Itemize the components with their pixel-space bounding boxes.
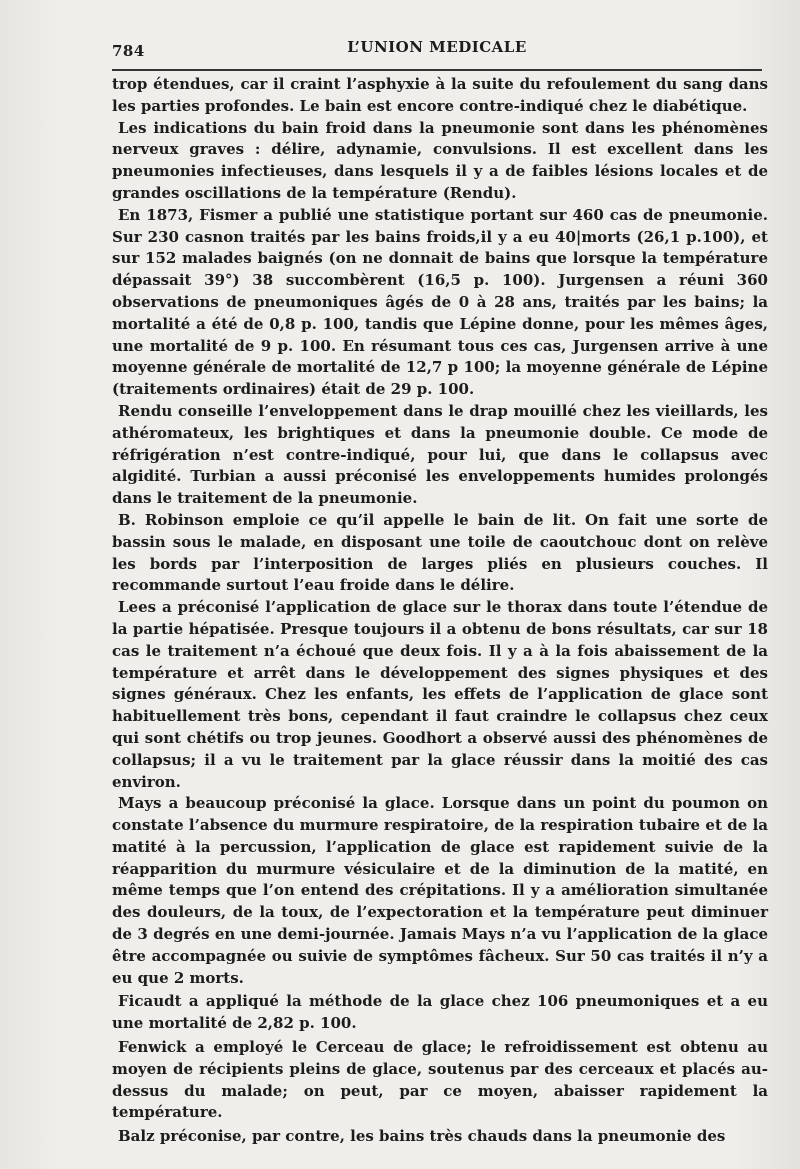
- header-rule: [112, 69, 762, 71]
- paragraph: En 1873, Fismer a publié une statistique portant sur 460 cas de pneumonie. Sur 230 casnon traités par les bains froids,il y a eu 40|morts (26,1 p.100), et sur 152 malades baignés (on ne donnait de bains que lorsque la température dépassait 39°) 38 succombèrent (16,5 p. 100). Jurgensen a réuni 360 observations de pneumoniques âgés de 0 à 28 ans, traités par les bains; la mortalité a été de 0,8 p. 100, tandis que Lépine donne, pour les mêmes âges, une mortalité de 9 p. 100. En résumant tous ces cas, Jurgensen arrive à une moyenne générale de mortalité de 12,7 p 100; la moyenne générale de Lépine (traitements ordinaires) était de 29 p. 100.: [112, 205, 768, 399]
- page-header: [112, 32, 762, 62]
- paragraph: Mays a beaucoup préconisé la glace. Lorsque dans un point du poumon on constate l’absence du murmure respiratoire, de la respiration tubaire et de la matité à la percussion, l’application de glace est rapidement suivie de la réapparition du murmure vésiculaire et de la diminution de la matité, en même temps que l’on entend des crépitations. Il y a amélioration simultanée des douleurs, de la toux, de l’expectoration et la température peut diminuer de 3 degrés en une demi-journée. Jamais Mays n’a vu l’application de la glace être accompagnée ou suivie de symptômes fâcheux. Sur 50 cas traités il n’y a eu que 2 morts.: [112, 794, 768, 987]
- running-title: L’UNION MEDICALE: [347, 38, 527, 56]
- paragraph: Ficaudt a appliqué la méthode de la glace chez 106 pneumoniques et a eu une mortalité de 2,82 p. 100.: [112, 992, 768, 1033]
- paragraph: Les indications du bain froid dans la pneumonie sont dans les phénomènes nerveux graves : délire, adynamie, convulsions. Il est excellent dans les pneumonies infectieuses, dans lesquels il y a de faibles lésions locales et de grandes oscillations de la température (Rendu).: [112, 118, 768, 202]
- paragraph: Lees a préconisé l’application de glace sur le thorax dans toute l’étendue de la partie hépatisée. Presque toujours il a obtenu de bons résultats, car sur 18 cas le traitement n’a échoué que deux fois. Il y a à la fois abaissement de la température et arrêt dans le développement des signes physiques et des signes généraux. Chez les enfants, les effets de l’application de glace sont habituellement très bons, cependant il faut craindre le collapsus chez ceux qui sont chétifs ou trop jeunes. Goodhort a observé aussi des phénomènes de collapsus; il a vu le traitement par la glace réussir dans la moitié des cas environ.: [112, 598, 768, 791]
- paragraph: trop étendues, car il craint l’asphyxie à la suite du refoulement du sang dans les parties profondes. Le bain est encore contre-indiqué chez le diabétique.: [112, 75, 768, 115]
- paragraph: Balz préconise, par contre, les bains très chauds dans la pneumonie des: [118, 1127, 726, 1146]
- paragraph: Fenwick a employé le Cerceau de glace; le refroidissement est obtenu au moyen de récipients pleins de glace, soutenus par des cerceaux et placés au-dessus du malade; on peut, par ce moyen, abaisser rapidement la température.: [112, 1038, 768, 1122]
- paragraph: B. Robinson emploie ce qu’il appelle le bain de lit. On fait une sorte de bassin sous le malade, en disposant une toile de caoutchouc dont on relève les bords par l’interposition de larges pliés en plusieurs couches. Il recommande surtout l’eau froide dans le délire.: [112, 510, 768, 595]
- paragraph: Rendu conseille l’enveloppement dans le drap mouillé chez les vieillards, les athéromateux, les brightiques et dans la pneumonie double. Ce mode de réfrigération n’est contre-indiqué, pour lui, que dans le collapsus avec algidité. Turbian a aussi préconisé les enveloppements humides prolongés dans le traitement de la pneumonie.: [112, 401, 768, 508]
- page-number: 784: [112, 42, 145, 60]
- article-body: [112, 74, 768, 1148]
